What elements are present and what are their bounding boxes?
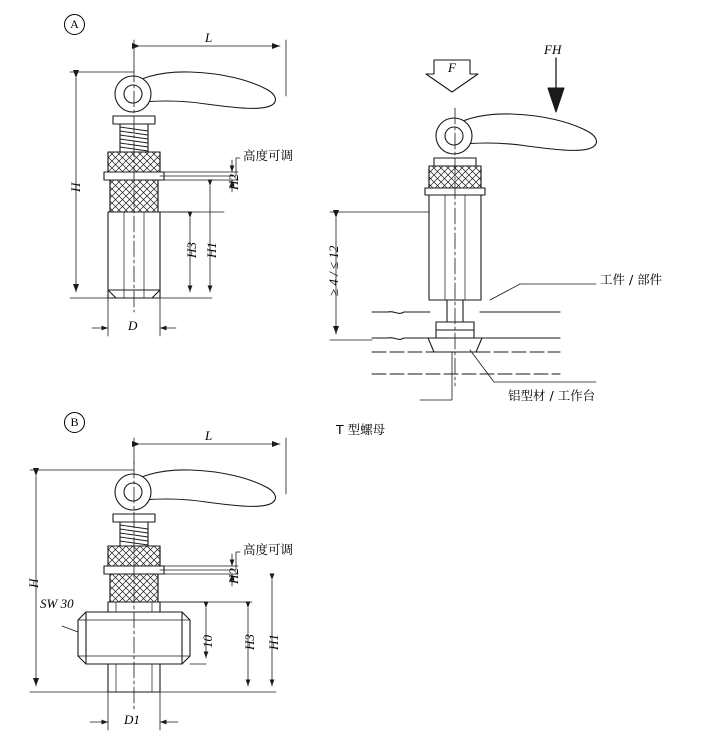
note-height-adjustable-a: 高度可调 [243,148,294,163]
note-workpiece: 工件 / 部件 [600,272,663,287]
dim-label-H3-a: H3 [184,242,199,258]
dim-label-H-a: H [68,182,83,192]
dim-label-L-b: L [205,428,213,443]
dim-label-H2-b: H2 [226,568,241,584]
dim-label-L-a: L [205,30,213,45]
dim-label-H2-a: H2 [226,174,241,190]
note-height-adjustable-b: 高度可调 [243,542,294,557]
force-label-F: F [448,60,456,75]
leader-tnut [420,352,452,400]
view-tag-a: A [64,14,85,35]
leader-workpiece [490,284,596,300]
label-sw30: SW 30 [40,596,74,611]
leader-sw30 [62,626,78,632]
dim-label-10-b: 10 [200,635,215,648]
dim-label-H1-a: H1 [204,242,219,258]
view-assembly-geometry [372,114,596,374]
force-label-FH: FH [544,42,562,57]
view-b-geometry [78,470,275,692]
dim-gap-assembly [330,212,429,340]
view-tag-b: B [64,412,85,433]
note-t-slot-nut: T 型螺母 [336,422,386,437]
leader-aluminium [470,350,596,382]
dim-label-H-b: H [26,578,41,588]
dim-label-H3-b: H3 [242,634,257,650]
dim-label-D-a: D [128,318,138,333]
dim-label-gap: ≥ 4 / ≤ 12 [326,245,341,296]
dim-label-D1-b: D1 [124,712,140,727]
dim-label-H1-b: H1 [266,634,281,650]
force-fh-arrow [548,58,564,112]
note-aluminium-profile: 铝型材 / 工作台 [508,388,596,403]
